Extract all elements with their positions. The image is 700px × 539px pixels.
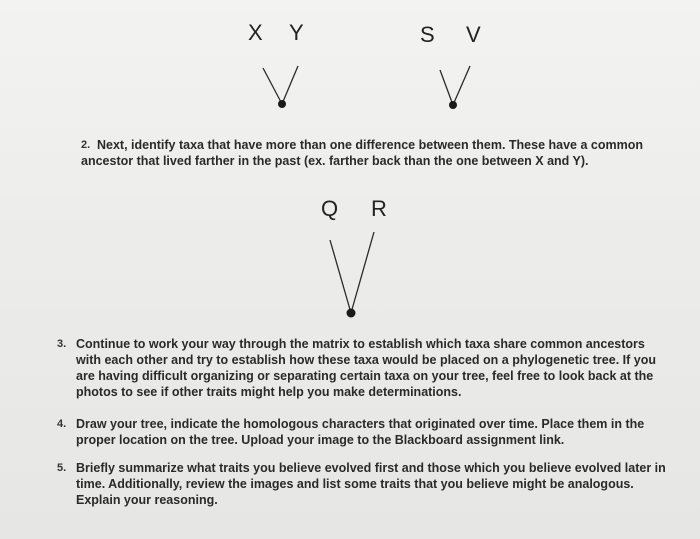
step-2-text xyxy=(81,137,643,169)
tree-sv-right-branch xyxy=(453,66,470,105)
step-3-line: are having difficult organizing or separating certain taxa on your tree, feel free to look back at the xyxy=(76,369,654,383)
tree-qr-right-branch xyxy=(351,232,374,313)
tree-qr-ancestor-node xyxy=(347,309,356,318)
step-2-line: Next, identify taxa that have more than one difference between them. These have a common xyxy=(97,138,643,152)
step-2-line: ancestor that lived farther in the past (ex. farther back than the one between X and Y). xyxy=(81,154,589,168)
step-5-line: Briefly summarize what traits you believe evolved first and those which you believe evolved later in xyxy=(76,461,666,475)
tree-xy xyxy=(263,66,298,108)
step-3-number: 3. xyxy=(57,338,67,350)
step-2-number: 2. xyxy=(81,139,91,151)
taxon-label-r: R xyxy=(371,196,387,221)
step-3-text xyxy=(76,336,656,400)
tree-qr xyxy=(330,232,374,318)
taxon-label-v: V xyxy=(466,22,481,47)
taxon-label-q: Q xyxy=(321,196,339,221)
step-5-number: 5. xyxy=(57,462,67,474)
taxon-label-y: Y xyxy=(289,20,304,45)
tree-sv-ancestor-node xyxy=(449,101,457,109)
tree-xy-ancestor-node xyxy=(278,100,286,108)
step-4-line: Draw your tree, indicate the homologous characters that originated over time. Place them in the xyxy=(76,417,645,431)
step-3-line: photos to see if other traits might help you make determinations. xyxy=(76,385,462,399)
tree-sv-left-branch xyxy=(440,70,453,105)
step-5-text xyxy=(76,460,666,508)
step-3-line: Continue to work your way through the matrix to establish which taxa share common ancestors xyxy=(76,337,645,351)
taxon-label-s: S xyxy=(420,22,435,47)
step-4-number: 4. xyxy=(57,418,67,430)
tree-xy-right-branch xyxy=(282,66,298,104)
step-5-line: time. Additionally, review the images and list some traits that you believe might be analogous. xyxy=(76,477,634,491)
tree-xy-left-branch xyxy=(263,68,282,104)
tree-sv xyxy=(440,66,470,109)
step-4-line: proper location on the tree. Upload your image to the Blackboard assignment link. xyxy=(76,433,565,447)
step-5-line: Explain your reasoning. xyxy=(76,493,218,507)
taxon-label-x: X xyxy=(248,20,263,45)
step-4-text xyxy=(76,416,644,448)
step-3-line: with each other and try to establish how these taxa would be placed on a phylogenetic tree. If you xyxy=(76,353,656,367)
tree-qr-left-branch xyxy=(330,240,351,313)
